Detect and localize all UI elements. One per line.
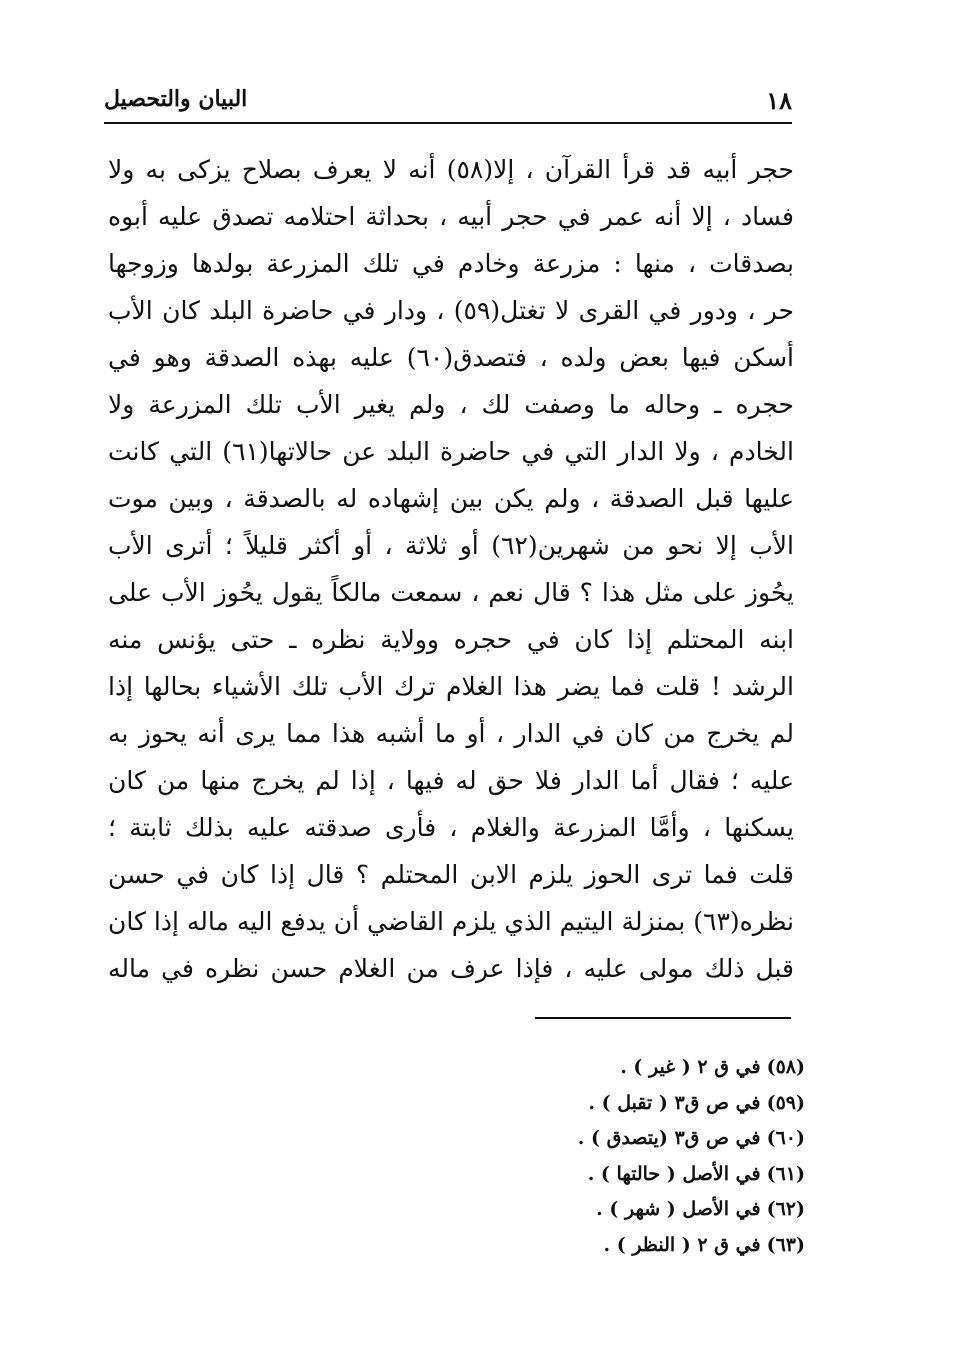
running-title: البيان والتحصيل [104,86,248,112]
text-line: أسكن فيها بعض ولده ، فتصدق(٦٠) عليه بهذه الصدقة وهو في [108,343,794,372]
footnote-item [578,1121,805,1157]
footnote-separator [535,1017,791,1019]
text-line: قبل ذلك مولى عليه ، فإذا عرف من الغلام حسن نظره في ماله [108,954,794,983]
main-text [108,146,794,992]
footnote-text: في ق ٢ ( غير ) . [620,1056,761,1078]
footnote-item [578,1050,805,1086]
text-line: عليها قبل الصدقة ، ولم يكن بين إشهاده له بالصدقة ، وبين موت [108,484,794,513]
text-line: فساد ، إلا أنه عمر في حجر أبيه ، بحداثة احتلامه تصدق عليه أبوه [108,202,794,231]
text-line: الخادم ، ولا الدار التي في حاضرة البلد عن حالاتها(٦١) التي كانت [108,437,794,466]
text-line: قلت فما ترى الحوز يلزم الابن المحتلم ؟ قال إذا كان في حسن [108,860,794,889]
text-line: عليه ؛ فقال أما الدار فلا حق له فيها ، إذا لم يخرج منها من كان [108,766,794,795]
footnote-text: في ق ٢ ( النظر ) . [603,1233,761,1256]
footnote-text: في ص ق٣ ( تقبل ) . [588,1091,761,1114]
text-line: يحُوز على مثل هذا ؟ قال نعم ، سمعت مالكاً يقول يحُوز الأب على [108,578,794,607]
text-line: حر ، ودور في القرى لا تغتل(٥٩) ، ودار في حاضرة البلد كان الأب [108,296,794,325]
footnote-number: (٥٩) [766,1091,805,1114]
footnote-item [578,1086,805,1122]
text-line: نظره(٦٣) بمنزلة اليتيم الذي يلزم القاضي أن يدفع اليه ماله إذا كان [108,907,794,936]
text-line: لم يخرج من كان في الدار ، أو ما أشبه هذا مما يرى أنه يحوز به [108,719,794,748]
text-line: الأب إلا نحو من شهرين(٦٢) أو ثلاثة ، أو أكثر قليلاً ؛ أترى الأب [108,531,794,560]
text-line: يسكنها ، وأمَّا المزرعة والغلام ، فأرى صدقته عليه بذلك ثابتة ؛ [108,813,794,842]
footnote-number: (٦٠) [766,1127,805,1149]
footnote-text: في الأصل ( حالتها ) . [587,1162,761,1185]
footnote-item [578,1228,805,1264]
footnote-text: في ص ق٣ (يتصدق ) . [577,1127,761,1149]
page-header [104,80,792,124]
footnotes [578,1050,805,1263]
footnote-text: في الأصل ( شهر ) . [596,1198,761,1220]
text-line: ابنه المحتلم إذا كان في حجره وولاية نظره ـ حتى يؤنس منه [108,625,794,654]
text-line: الرشد ! قلت فما يضر هذا الغلام ترك الأب تلك الأشياء بحالها إذا [108,672,794,701]
footnote-number: (٥٨) [766,1056,805,1078]
page-number: ١٨ [766,86,792,115]
footnote-number: (٦١) [766,1162,805,1185]
footnote-number: (٦٣) [766,1233,805,1256]
footnote-number: (٦٢) [766,1198,805,1220]
text-line: حجره ـ وحاله ما وصفت لك ، ولم يغير الأب تلك المزرعة ولا [108,390,794,419]
footnote-item [578,1192,805,1228]
text-line: بصدقات ، منها : مزرعة وخادم في تلك المزرعة بولدها وزوجها [108,249,794,278]
footnote-item [578,1157,805,1193]
text-line: حجر أبيه قد قرأ القرآن ، إلا(٥٨) أنه لا يعرف بصلاح يزكى به ولا [108,155,794,184]
